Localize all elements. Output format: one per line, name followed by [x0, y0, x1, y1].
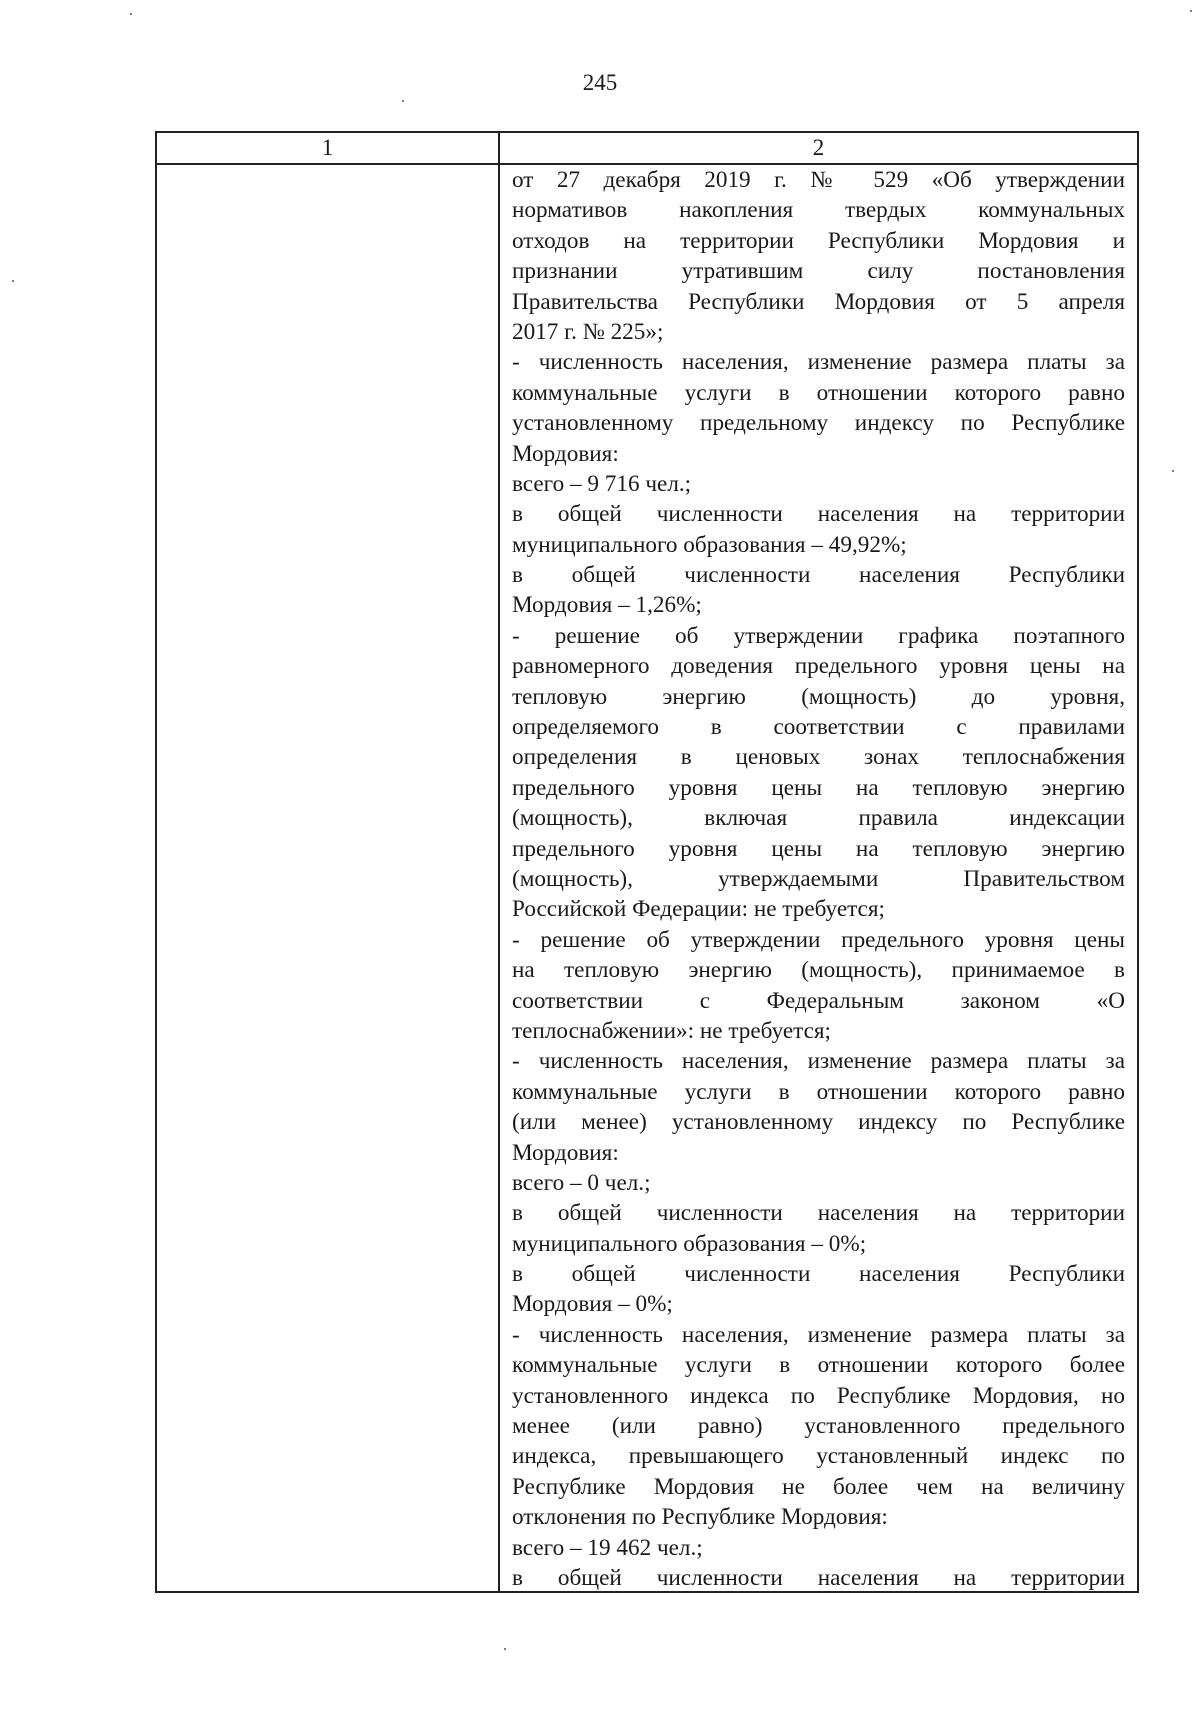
text-line: Правительства Республики Мордовия от 5 апреля: [512, 288, 1125, 315]
text-line: - численность населения, изменение размера платы за: [512, 1048, 1125, 1075]
page-number: 245: [582, 70, 618, 95]
text-line: установленного индекса по Республике Мордовия, но: [512, 1382, 1125, 1409]
column-divider: [498, 133, 500, 1591]
text-line: менее (или равно) установленного предельного: [512, 1413, 1125, 1440]
text-line: Мордовия – 1,26%;: [512, 592, 702, 619]
text-line: - решение об утверждении предельного уровня цены: [512, 926, 1125, 953]
text-line: отходов на территории Республики Мордовия и: [512, 227, 1125, 254]
text-line: (мощность), включая правила индексации: [512, 805, 1125, 832]
text-line: от 27 декабря 2019 г. № 529 «Об утверждении: [512, 167, 1125, 193]
text-line: в общей численности населения на территории: [512, 501, 1125, 528]
text-line: муниципального образования – 49,92%;: [512, 531, 907, 558]
text-line: Мордовия – 0%;: [512, 1291, 673, 1318]
text-line: индекса, превышающего установленный индекс по: [512, 1443, 1125, 1470]
text-line: в общей численности населения на территории: [512, 1200, 1125, 1227]
text-line: коммунальные услуги в отношении которого более: [512, 1352, 1125, 1379]
text-line: установленному предельному индексу по Республике: [512, 410, 1125, 437]
text-line: муниципального образования – 0%;: [512, 1230, 867, 1257]
text-line: всего – 0 чел.;: [512, 1169, 651, 1196]
text-line: - численность населения, изменение размера платы за: [512, 349, 1125, 376]
text-line: теплоснабжении»: не требуется;: [512, 1017, 831, 1044]
text-line: Республике Мордовия не более чем на величину: [512, 1473, 1125, 1500]
text-line: нормативов накопления твердых коммунальных: [512, 197, 1125, 224]
text-line: Мордовия:: [512, 1139, 619, 1166]
scan-speck: [504, 1648, 506, 1650]
text-line: определяемого в соответствии с правилами: [512, 714, 1125, 741]
text-line: Российской Федерации: не требуется;: [512, 896, 885, 923]
text-line: всего – 19 462 чел.;: [512, 1534, 703, 1561]
scan-speck: [12, 280, 14, 282]
text-line: признании утратившим силу постановления: [512, 258, 1125, 285]
text-line: определения в ценовых зонах теплоснабжения: [512, 744, 1125, 771]
table-cell-column-2: [512, 165, 1125, 1591]
column-header-1: 1: [321, 135, 334, 160]
text-line: соответствии с Федеральным законом «О: [512, 987, 1125, 1014]
scan-speck: [1190, 10, 1192, 12]
text-line: (мощность), утверждаемыми Правительством: [512, 865, 1125, 892]
text-line: - решение об утверждении графика поэтапного: [512, 622, 1125, 649]
text-line: тепловую энергию (мощность) до уровня,: [512, 683, 1125, 710]
text-line: равномерного доведения предельного уровня цены на: [512, 653, 1125, 680]
text-line: - численность населения, изменение размера платы за: [512, 1321, 1125, 1348]
text-line: в общей численности населения Республики: [512, 562, 1125, 589]
text-line: в общей численности населения Республики: [512, 1261, 1125, 1288]
text-line: в общей численности населения на территории: [512, 1564, 1125, 1591]
text-line: отклонения по Республике Мордовия:: [512, 1504, 888, 1531]
text-line: всего – 9 716 чел.;: [512, 470, 692, 497]
text-line: коммунальные услуги в отношении которого равно: [512, 1078, 1125, 1105]
text-line: 2017 г. № 225»;: [512, 318, 664, 345]
text-line: предельного уровня цены на тепловую энергию: [512, 835, 1125, 862]
document-table: [155, 131, 1139, 1593]
scan-speck: [1172, 470, 1174, 472]
scan-speck: [130, 13, 132, 15]
text-line: (или менее) установленному индексу по Республике: [512, 1109, 1125, 1136]
text-line: Мордовия:: [512, 440, 619, 467]
text-line: предельного уровня цены на тепловую энергию: [512, 774, 1125, 801]
scan-speck: [402, 100, 404, 102]
text-line: коммунальные услуги в отношении которого равно: [512, 379, 1125, 406]
column-header-2: 2: [812, 135, 825, 160]
text-line: на тепловую энергию (мощность), принимаемое в: [512, 957, 1125, 984]
